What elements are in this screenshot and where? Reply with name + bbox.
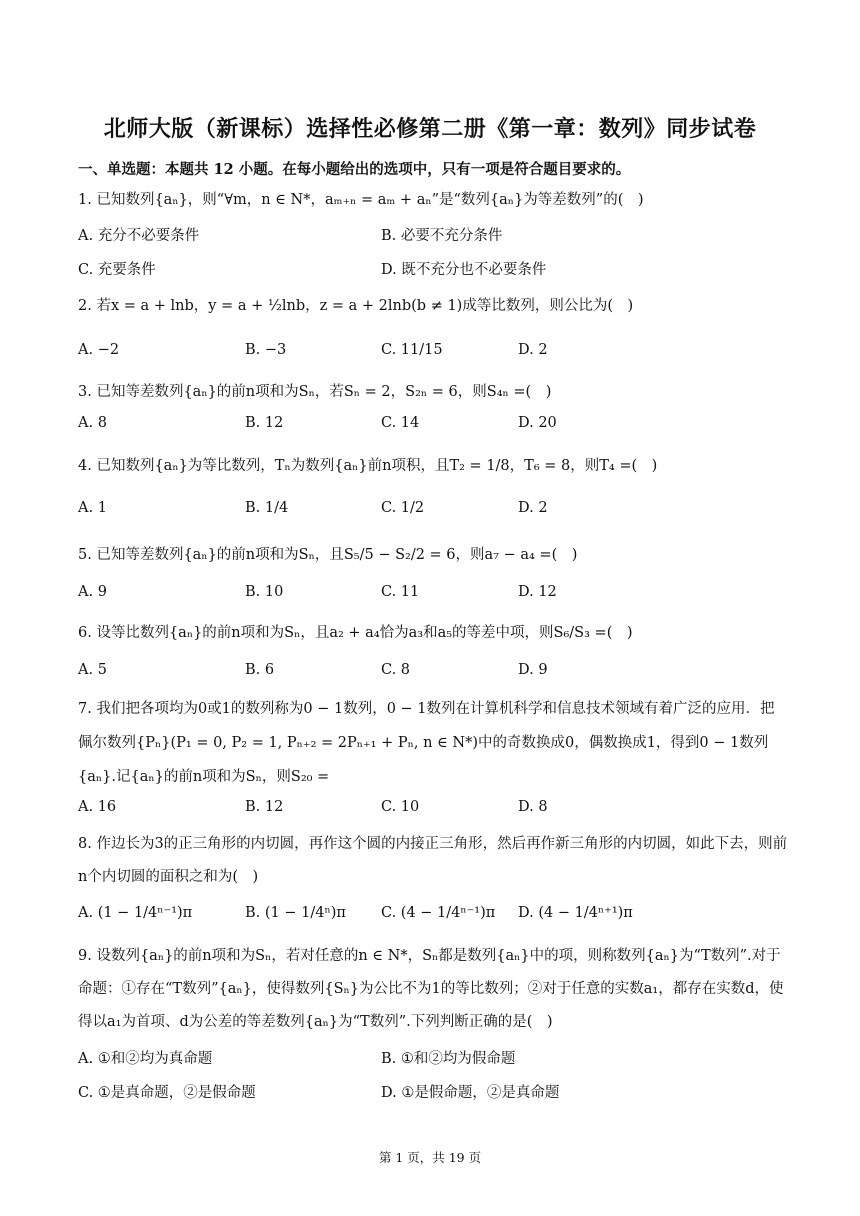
option: D. 9	[518, 662, 548, 678]
question-stem: 8. 作边长为3的正三角形的内切圆，再作这个圆的内接正三角形，然后再作新三角形的内切圆，如此下去，则前n个内切圆的面积之和为( )	[78, 836, 788, 885]
page-title: 北师大版（新课标）选择性必修第二册《第一章：数列》同步试卷	[103, 116, 757, 142]
option: D. 2	[518, 500, 548, 516]
question-stem: 6. 设等比数列{aₙ}的前n项和为Sₙ，且a₂ + a₄恰为a₃和a₅的等差中项，则S₆/S₃ =( )	[78, 625, 633, 641]
option: B. 12	[245, 415, 284, 431]
option: B. ①和②均为假命题	[381, 1051, 516, 1067]
option: A. 1	[78, 500, 107, 516]
option: C. ①是真命题，②是假命题	[78, 1085, 256, 1101]
option: A. 8	[78, 415, 107, 431]
option: B. 必要不充分条件	[381, 228, 503, 244]
options-row	[78, 500, 788, 526]
option: A. (1 − 1/4ⁿ⁻¹)π	[78, 905, 193, 921]
section-heading: 一、单选题：本题共 12 小题。在每小题给出的选项中，只有一项是符合题目要求的。	[78, 161, 631, 178]
options-row	[78, 224, 788, 250]
option: C. 10	[381, 799, 420, 815]
option: D. 12	[518, 584, 557, 600]
option: B. (1 − 1/4ⁿ)π	[245, 905, 346, 921]
option: A. 16	[78, 799, 117, 815]
question-stem: 5. 已知等差数列{aₙ}的前n项和为Sₙ，且S₅/5 − S₂/2 = 6，则a₇ − a₄ =( )	[78, 547, 578, 563]
option: C. 14	[381, 415, 420, 431]
page-footer: 第 1 页，共 19 页	[378, 1150, 482, 1165]
option: D. 20	[518, 415, 557, 431]
option: C. 充要条件	[78, 262, 156, 278]
option: C. 1/2	[381, 500, 425, 516]
option: C. 11/15	[381, 342, 443, 358]
options-row	[78, 662, 788, 688]
options-row	[78, 1047, 788, 1073]
options-row	[78, 258, 788, 284]
options-row	[78, 1081, 788, 1107]
option: A. ①和②均为真命题	[78, 1051, 213, 1067]
option: B. 12	[245, 799, 284, 815]
option: C. 11	[381, 584, 420, 600]
question-stem: 7. 我们把各项均为0或1的数列称为0 − 1数列，0 − 1数列在计算机科学和信息技术领域有着广泛的应用．把佩尔数列{Pₙ}(P₁ = 0, P₂ = 1, Pₙ₊₂ = 2Pₙ₊₁ + Pₙ, n ∈ N*)中的奇数换成0，偶数换成1，得到0 − 1数列{aₙ}.记{aₙ}的前n项和为Sₙ，则S₂₀ =	[78, 701, 775, 785]
option: B. 10	[245, 584, 284, 600]
option: B. −3	[245, 342, 287, 358]
option: A. 充分不必要条件	[78, 228, 200, 244]
question-stem: 2. 若x = a + lnb，y = a + ½lnb，z = a + 2lnb(b ≠ 1)成等比数列，则公比为( )	[78, 298, 634, 314]
option: D. (4 − 1/4ⁿ⁺¹)π	[518, 905, 633, 921]
option: B. 1/4	[245, 500, 289, 516]
option: D. 2	[518, 342, 548, 358]
option: D. 8	[518, 799, 548, 815]
options-row	[78, 905, 788, 931]
question-stem: 9. 设数列{aₙ}的前n项和为Sₙ，若对任意的n ∈ N*，Sₙ都是数列{aₙ}中的项，则称数列{aₙ}为“T数列”.对于命题：①存在“T数列”{aₙ}，使得数列{Sₙ}为公比不为1的等比数列；②对于任意的实数a₁，都存在实数d，使得以a₁为首项、d为公差的等差数列{aₙ}为“T数列”.下列判断正确的是( )	[78, 948, 784, 1030]
option: C. 8	[381, 662, 411, 678]
question-stem: 1. 已知数列{aₙ}，则“∀m，n ∈ N*，aₘ₊ₙ = aₘ + aₙ”是“数列{aₙ}为等差数列”的( )	[78, 192, 644, 208]
option: D. 既不充分也不必要条件	[381, 262, 547, 278]
option: B. 6	[245, 662, 275, 678]
question-stem: 3. 已知等差数列{aₙ}的前n项和为Sₙ，若Sₙ = 2，S₂ₙ = 6，则S₄ₙ =( )	[78, 384, 552, 400]
option: A. 9	[78, 584, 107, 600]
option: C. (4 − 1/4ⁿ⁻¹)π	[381, 905, 496, 921]
option: A. −2	[78, 342, 120, 358]
options-row	[78, 342, 788, 368]
options-row	[78, 584, 788, 610]
option: D. ①是假命题，②是真命题	[381, 1085, 560, 1101]
options-row	[78, 799, 788, 825]
question-stem: 4. 已知数列{aₙ}为等比数列，Tₙ为数列{aₙ}前n项积，且T₂ = 1/8，T₆ = 8，则T₄ =( )	[78, 458, 658, 474]
options-row	[78, 415, 788, 441]
option: A. 5	[78, 662, 107, 678]
